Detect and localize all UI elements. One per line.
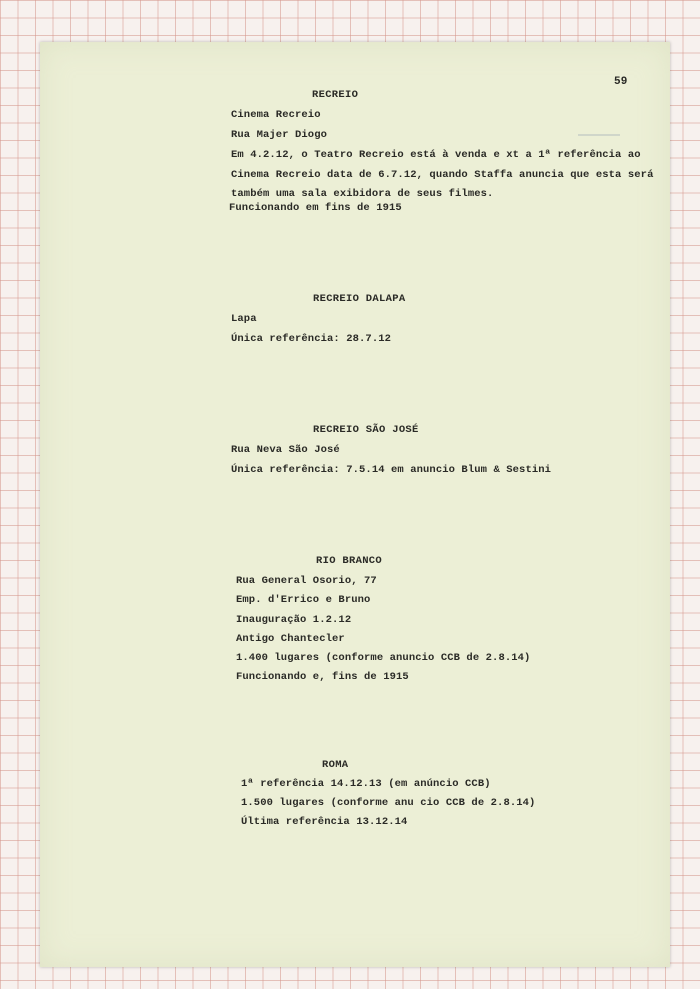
section-line: Rua General Osorio, 77 bbox=[236, 575, 377, 587]
page-number: 59 bbox=[614, 76, 628, 88]
section-line: Cinema Recreio bbox=[231, 109, 321, 121]
section-heading-recreio-dalapa: RECREIO DALAPA bbox=[313, 293, 406, 305]
section-line: Funcionando em fins de 1915 bbox=[229, 202, 402, 214]
section-heading-roma: ROMA bbox=[322, 759, 349, 771]
section-line: Funcionando e, fins de 1915 bbox=[236, 671, 409, 683]
section-line: Emp. d'Errico e Bruno bbox=[236, 594, 371, 606]
section-line: 1ª referência 14.12.13 (em anúncio CCB) bbox=[241, 778, 491, 790]
section-heading-recreio: RECREIO bbox=[312, 89, 359, 101]
section-line: Rua Neva São José bbox=[231, 444, 340, 456]
section-heading-rio-branco: RIO BRANCO bbox=[316, 555, 383, 567]
section-line: Única referência: 28.7.12 bbox=[231, 333, 392, 345]
section-line: Inauguração 1.2.12 bbox=[236, 614, 352, 626]
section-line: Cinema Recreio data de 6.7.12, quando Staffa anuncia que esta será bbox=[231, 169, 654, 181]
section-line: Antigo Chantecler bbox=[236, 633, 345, 645]
section-line: 1.500 lugares (conforme anu cio CCB de 2.8.14) bbox=[241, 797, 536, 809]
section-line: Em 4.2.12, o Teatro Recreio está à venda e xt a 1ª referência ao bbox=[231, 149, 641, 161]
section-line: 1.400 lugares (conforme anuncio CCB de 2.8.14) bbox=[236, 652, 531, 664]
section-line: Rua Majer Diogo bbox=[231, 129, 328, 141]
section-line: também uma sala exibidora de seus filmes. bbox=[231, 188, 494, 200]
section-line: Única referência: 7.5.14 em anuncio Blum & Sestini bbox=[231, 464, 552, 476]
section-heading-recreio-sao-jose: RECREIO SÃO JOSÉ bbox=[313, 424, 419, 436]
paper-mark bbox=[578, 134, 620, 136]
section-line: Lapa bbox=[231, 313, 257, 325]
section-line: Última referência 13.12.14 bbox=[241, 816, 408, 828]
